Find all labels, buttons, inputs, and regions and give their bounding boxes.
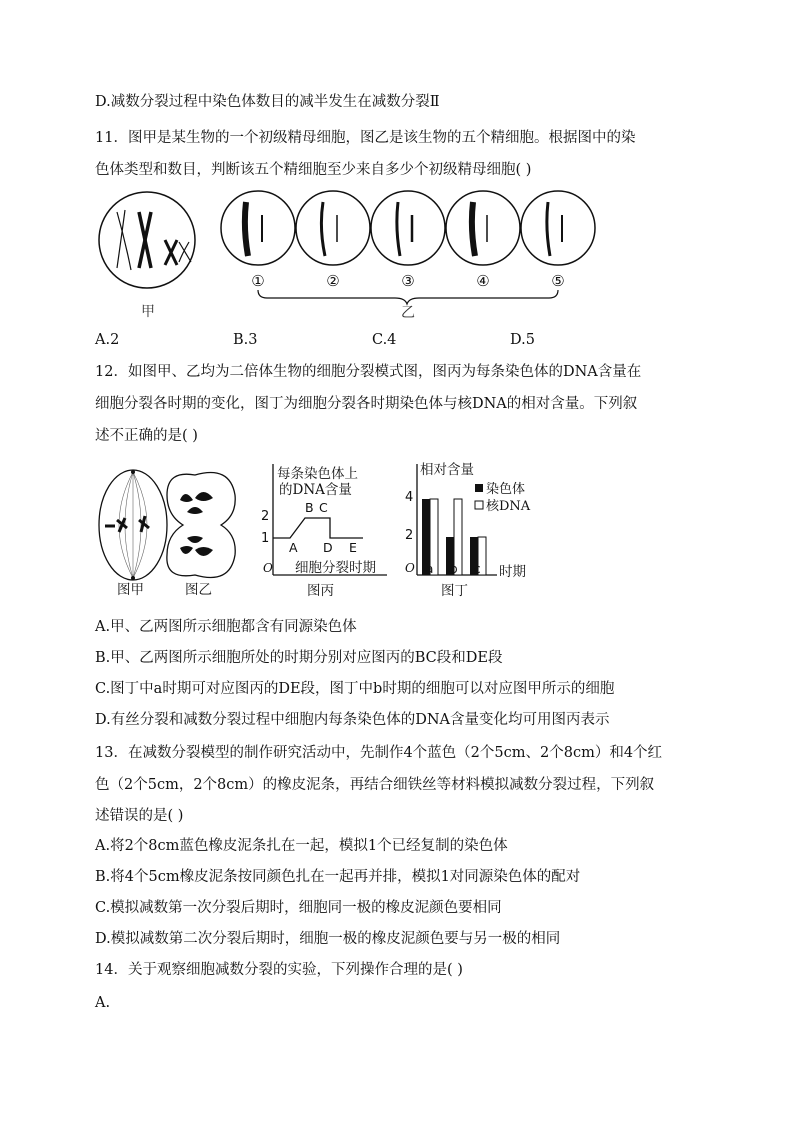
sperm-cell-1	[221, 191, 295, 265]
q12-option-b: B.甲、乙两图所示细胞所处的时期分别对应图丙的BC段和DE段	[95, 650, 503, 666]
legend-dna: 核DNA	[486, 499, 531, 514]
label-jia: 图甲	[117, 582, 144, 598]
ding-cat-a: a	[426, 562, 434, 576]
q11-option-c: C.4	[372, 332, 397, 348]
ding-cat-c: c	[474, 562, 481, 576]
q12-option-c: C.图丁中a时期可对应图丙的DE段，图丁中b时期的细胞可以对应图甲所示的细胞	[95, 681, 615, 697]
q12-figure	[95, 460, 540, 605]
cell-yi	[167, 473, 235, 578]
ding-cat-b: b	[450, 562, 458, 576]
label-bing: 图丙	[307, 583, 334, 599]
q13-stem-line1: 13．在减数分裂模型的制作研究活动中，先制作4个蓝色（2个5cm、2个8cm）和4个红	[95, 745, 663, 761]
sperm-cell-4	[446, 191, 520, 265]
ding-ylabel: 相对含量	[420, 462, 474, 478]
label-yi: 乙	[401, 305, 415, 321]
brace	[258, 290, 558, 304]
ding-xlabel: 时期	[499, 564, 526, 580]
q13-stem-line3: 述错误的是( )	[95, 808, 184, 824]
cell-number-1: ①	[251, 272, 265, 290]
bing-pt-d: D	[323, 540, 333, 555]
sperm-cell-2	[296, 191, 370, 265]
bing-origin: O	[263, 561, 273, 575]
bing-ylabel-2: 的DNA含量	[279, 482, 352, 498]
primary-spermatocyte-cell	[99, 192, 195, 288]
q11-stem-line1: 11．图甲是某生物的一个初级精母细胞，图乙是该生物的五个精细胞。根据图中的染	[95, 130, 636, 146]
bing-tick-1: 1	[261, 531, 270, 546]
cell-number-2: ②	[326, 272, 340, 290]
chart-bing	[261, 464, 387, 599]
q12-stem-line3: 述不正确的是( )	[95, 428, 198, 444]
bing-pt-e: E	[349, 540, 357, 555]
label-jia: 甲	[141, 304, 155, 320]
cell-number-4: ④	[476, 272, 490, 290]
q13-option-a: A.将2个8cm蓝色橡皮泥条扎在一起，模拟1个已经复制的染色体	[95, 838, 508, 854]
q12-option-a: A.甲、乙两图所示细胞都含有同源染色体	[95, 619, 357, 635]
legend-dna-swatch	[475, 501, 483, 509]
bing-dna-line	[273, 518, 363, 538]
q11-stem-line2: 色体类型和数目，判断该五个精细胞至少来自多少个初级精母细胞( )	[95, 162, 532, 178]
q11-option-d: D.5	[510, 332, 535, 348]
ding-tick-4: 4	[405, 490, 414, 505]
q13-option-b: B.将4个5cm橡皮泥条按同颜色扎在一起再并排，模拟1对同源染色体的配对	[95, 869, 581, 885]
q11-option-b: B.3	[233, 332, 258, 348]
q11-figure	[95, 190, 605, 325]
bing-tick-2: 2	[261, 509, 270, 524]
label-yi: 图乙	[185, 582, 212, 598]
cell-jia	[99, 470, 167, 580]
q12-stem-line2: 细胞分裂各时期的变化，图丁为细胞分裂各时期染色体与核DNA的相对含量。下列叙	[95, 396, 638, 412]
bing-pt-a: A	[289, 540, 298, 555]
q14-stem: 14．关于观察细胞减数分裂的实验，下列操作合理的是( )	[95, 962, 463, 978]
bing-ylabel-1: 每条染色体上	[277, 466, 358, 482]
q13-option-d: D.模拟减数第二次分裂后期时，细胞一极的橡皮泥颜色要与另一极的相同	[95, 931, 561, 947]
q10-option-d: D.减数分裂过程中染色体数目的减半发生在减数分裂Ⅱ	[95, 94, 440, 110]
cell-number-3: ③	[401, 272, 415, 290]
q13-option-c: C.模拟减数第一次分裂后期时，细胞同一极的橡皮泥颜色要相同	[95, 900, 502, 916]
bing-pt-b: B	[305, 500, 314, 515]
cell-number-5: ⑤	[551, 272, 565, 290]
q12-option-d: D.有丝分裂和减数分裂过程中细胞内每条染色体的DNA含量变化均可用图丙表示	[95, 712, 610, 728]
legend-chrom-swatch	[475, 484, 483, 492]
q14-option-a: A.	[95, 995, 111, 1011]
ding-origin: O	[405, 561, 415, 575]
q11-option-a: A.2	[95, 332, 120, 348]
ding-tick-2: 2	[405, 528, 414, 543]
sperm-cell-5	[521, 191, 595, 265]
q13-stem-line2: 色（2个5cm，2个8cm）的橡皮泥条，再结合细铁丝等材料模拟减数分裂过程，下列叙	[95, 777, 655, 793]
legend-chrom: 染色体	[486, 482, 526, 497]
bing-pt-c: C	[319, 500, 328, 515]
chart-ding	[405, 461, 531, 599]
bing-xlabel: 细胞分裂时期	[295, 560, 376, 576]
q12-stem-line1: 12．如图甲、乙均为二倍体生物的细胞分裂模式图，图丙为每条染色体的DNA含量在	[95, 364, 642, 380]
label-ding: 图丁	[441, 583, 468, 599]
sperm-cell-3	[371, 191, 445, 265]
